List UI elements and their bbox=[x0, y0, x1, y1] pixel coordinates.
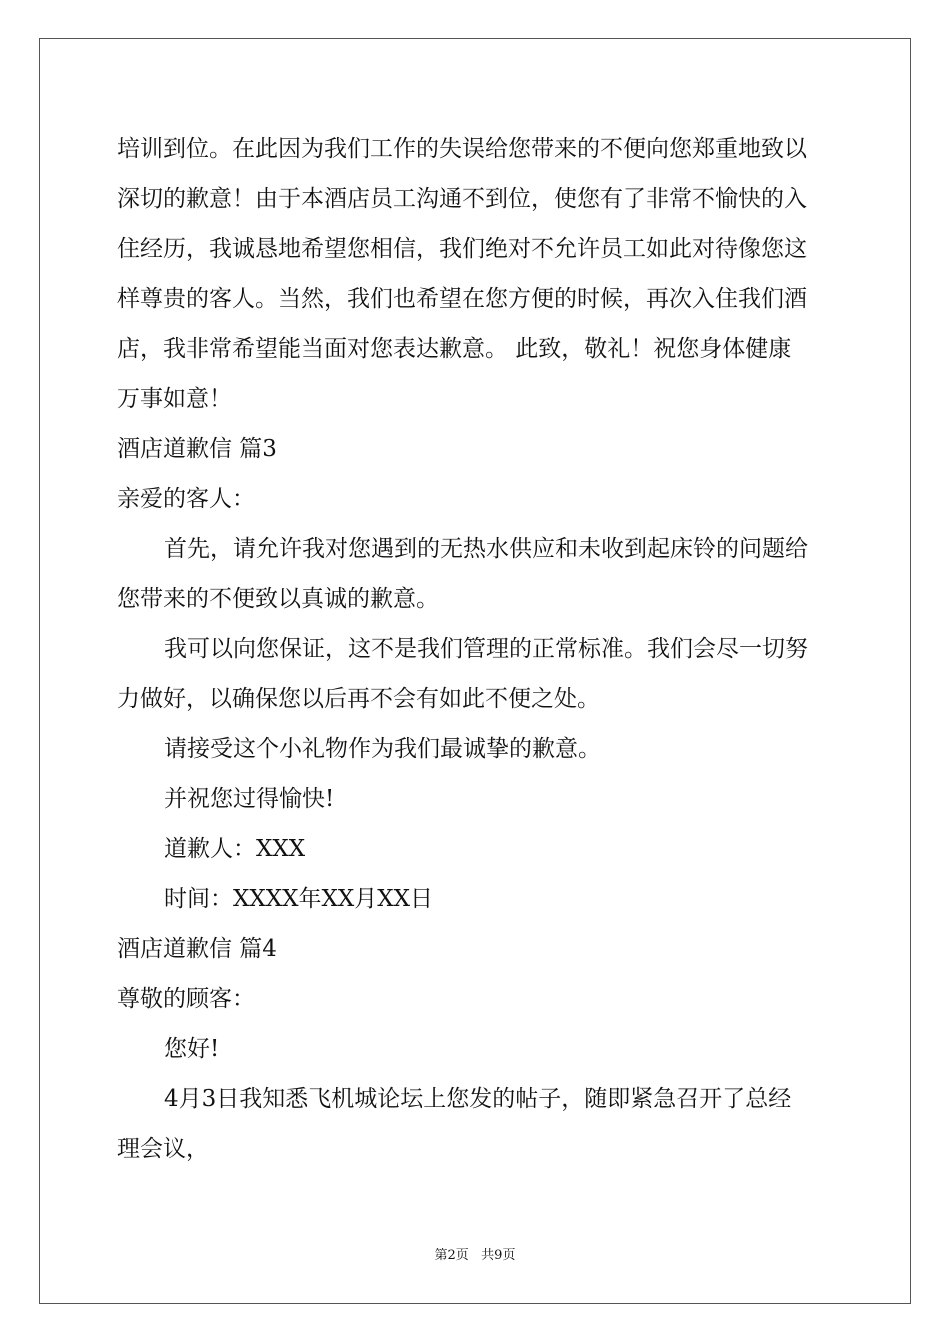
text-line: 店，我非常希望能当面对您表达歉意。 此致，敬礼！祝您身体健康 bbox=[117, 336, 792, 362]
text-line: 首先，请允许我对您遇到的无热水供应和未收到起床铃的问题给 bbox=[164, 536, 808, 562]
text-line: 理会议， bbox=[117, 1136, 209, 1162]
date-line: 时间：XXXX年XX月XX日 bbox=[164, 886, 433, 912]
section-heading: 酒店道歉信 篇3 bbox=[117, 436, 277, 462]
text-line: 并祝您过得愉快! bbox=[164, 786, 335, 812]
section-heading: 酒店道歉信 篇4 bbox=[117, 936, 277, 962]
text-line: 深切的歉意！由于本酒店员工沟通不到位，使您有了非常不愉快的入 bbox=[117, 186, 807, 212]
text-line: 请接受这个小礼物作为我们最诚挚的歉意。 bbox=[164, 736, 601, 762]
text-line: 您好! bbox=[164, 1036, 220, 1062]
text-line: 样尊贵的客人。当然，我们也希望在您方便的时候，再次入住我们酒 bbox=[117, 286, 807, 312]
signer-line: 道歉人：XXX bbox=[164, 836, 306, 862]
text-line: 培训到位。在此因为我们工作的失误给您带来的不便向您郑重地致以 bbox=[117, 136, 807, 162]
text-line: 万事如意！ bbox=[117, 386, 232, 412]
salutation: 亲爱的客人： bbox=[117, 486, 255, 512]
text-line: 4月3日我知悉飞机城论坛上您发的帖子，随即紧急召开了总经 bbox=[164, 1086, 792, 1112]
text-line: 我可以向您保证，这不是我们管理的正常标准。我们会尽一切努 bbox=[164, 636, 808, 662]
text-line: 您带来的不便致以真诚的歉意。 bbox=[117, 586, 439, 612]
text-line: 力做好，以确保您以后再不会有如此不便之处。 bbox=[117, 686, 600, 712]
salutation: 尊敬的顾客： bbox=[117, 986, 255, 1012]
text-line: 住经历，我诚恳地希望您相信，我们绝对不允许员工如此对待像您这 bbox=[117, 236, 807, 262]
page-number: 第2页 共9页 bbox=[434, 1248, 516, 1263]
page-border bbox=[39, 38, 911, 1304]
